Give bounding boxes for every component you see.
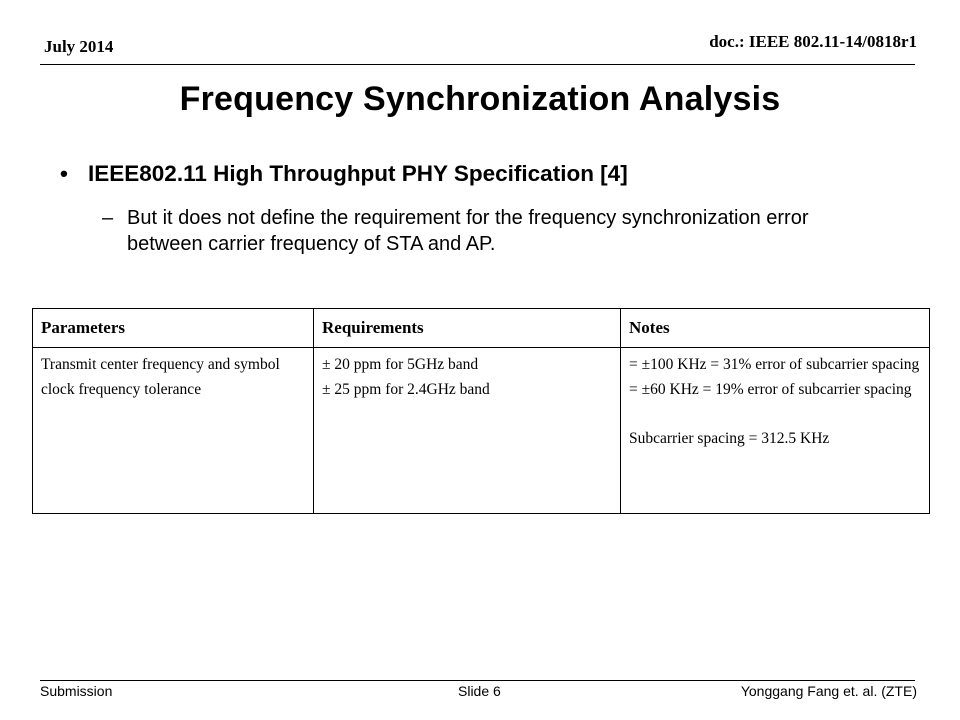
bullet-main <box>60 161 628 187</box>
bullet-sub <box>102 205 862 257</box>
requirement-5ghz: ± 20 ppm for 5GHz band <box>322 356 479 373</box>
cell-notes <box>621 348 930 514</box>
cell-parameter: Transmit center frequency and symbol clock frequency tolerance <box>33 348 314 514</box>
note-subcarrier-spacing: Subcarrier spacing = 312.5 KHz <box>629 429 830 447</box>
table-row <box>33 348 930 514</box>
note-spacer <box>629 403 921 427</box>
note-2-4ghz: = ±60 KHz = 19% error of subcarrier spacing <box>629 380 912 398</box>
footer-author: Yonggang Fang et. al. (ZTE) <box>740 683 917 699</box>
bullet-dash-icon: – <box>102 207 114 229</box>
cell-requirements <box>314 348 621 514</box>
header-parameters: Parameters <box>33 309 314 348</box>
header-doc-id: doc.: IEEE 802.11-14/0818r1 <box>709 32 917 51</box>
header-notes: Notes <box>621 309 930 348</box>
requirement-2-4ghz: ± 25 ppm for 2.4GHz band <box>322 380 490 398</box>
footer-slide-number: Slide 6 <box>458 683 501 699</box>
parameters-table <box>32 308 930 514</box>
header-date: July 2014 <box>44 37 114 56</box>
bullet-sub-text: But it does not define the requirement for the frequency synchronization error between carrier frequency of STA and AP. <box>127 207 809 255</box>
slide-title: Frequency Synchronization Analysis <box>179 80 781 118</box>
table-header-row <box>33 309 930 348</box>
note-5ghz: = ±100 KHz = 31% error of subcarrier spacing <box>629 356 920 373</box>
footer-submission: Submission <box>40 683 113 699</box>
header-requirements: Requirements <box>314 309 621 348</box>
bullet-main-text: IEEE802.11 High Throughput PHY Specification [4] <box>88 161 628 186</box>
bullet-dot-icon: • <box>60 161 68 186</box>
header-divider <box>40 64 915 65</box>
footer-divider <box>40 680 915 681</box>
